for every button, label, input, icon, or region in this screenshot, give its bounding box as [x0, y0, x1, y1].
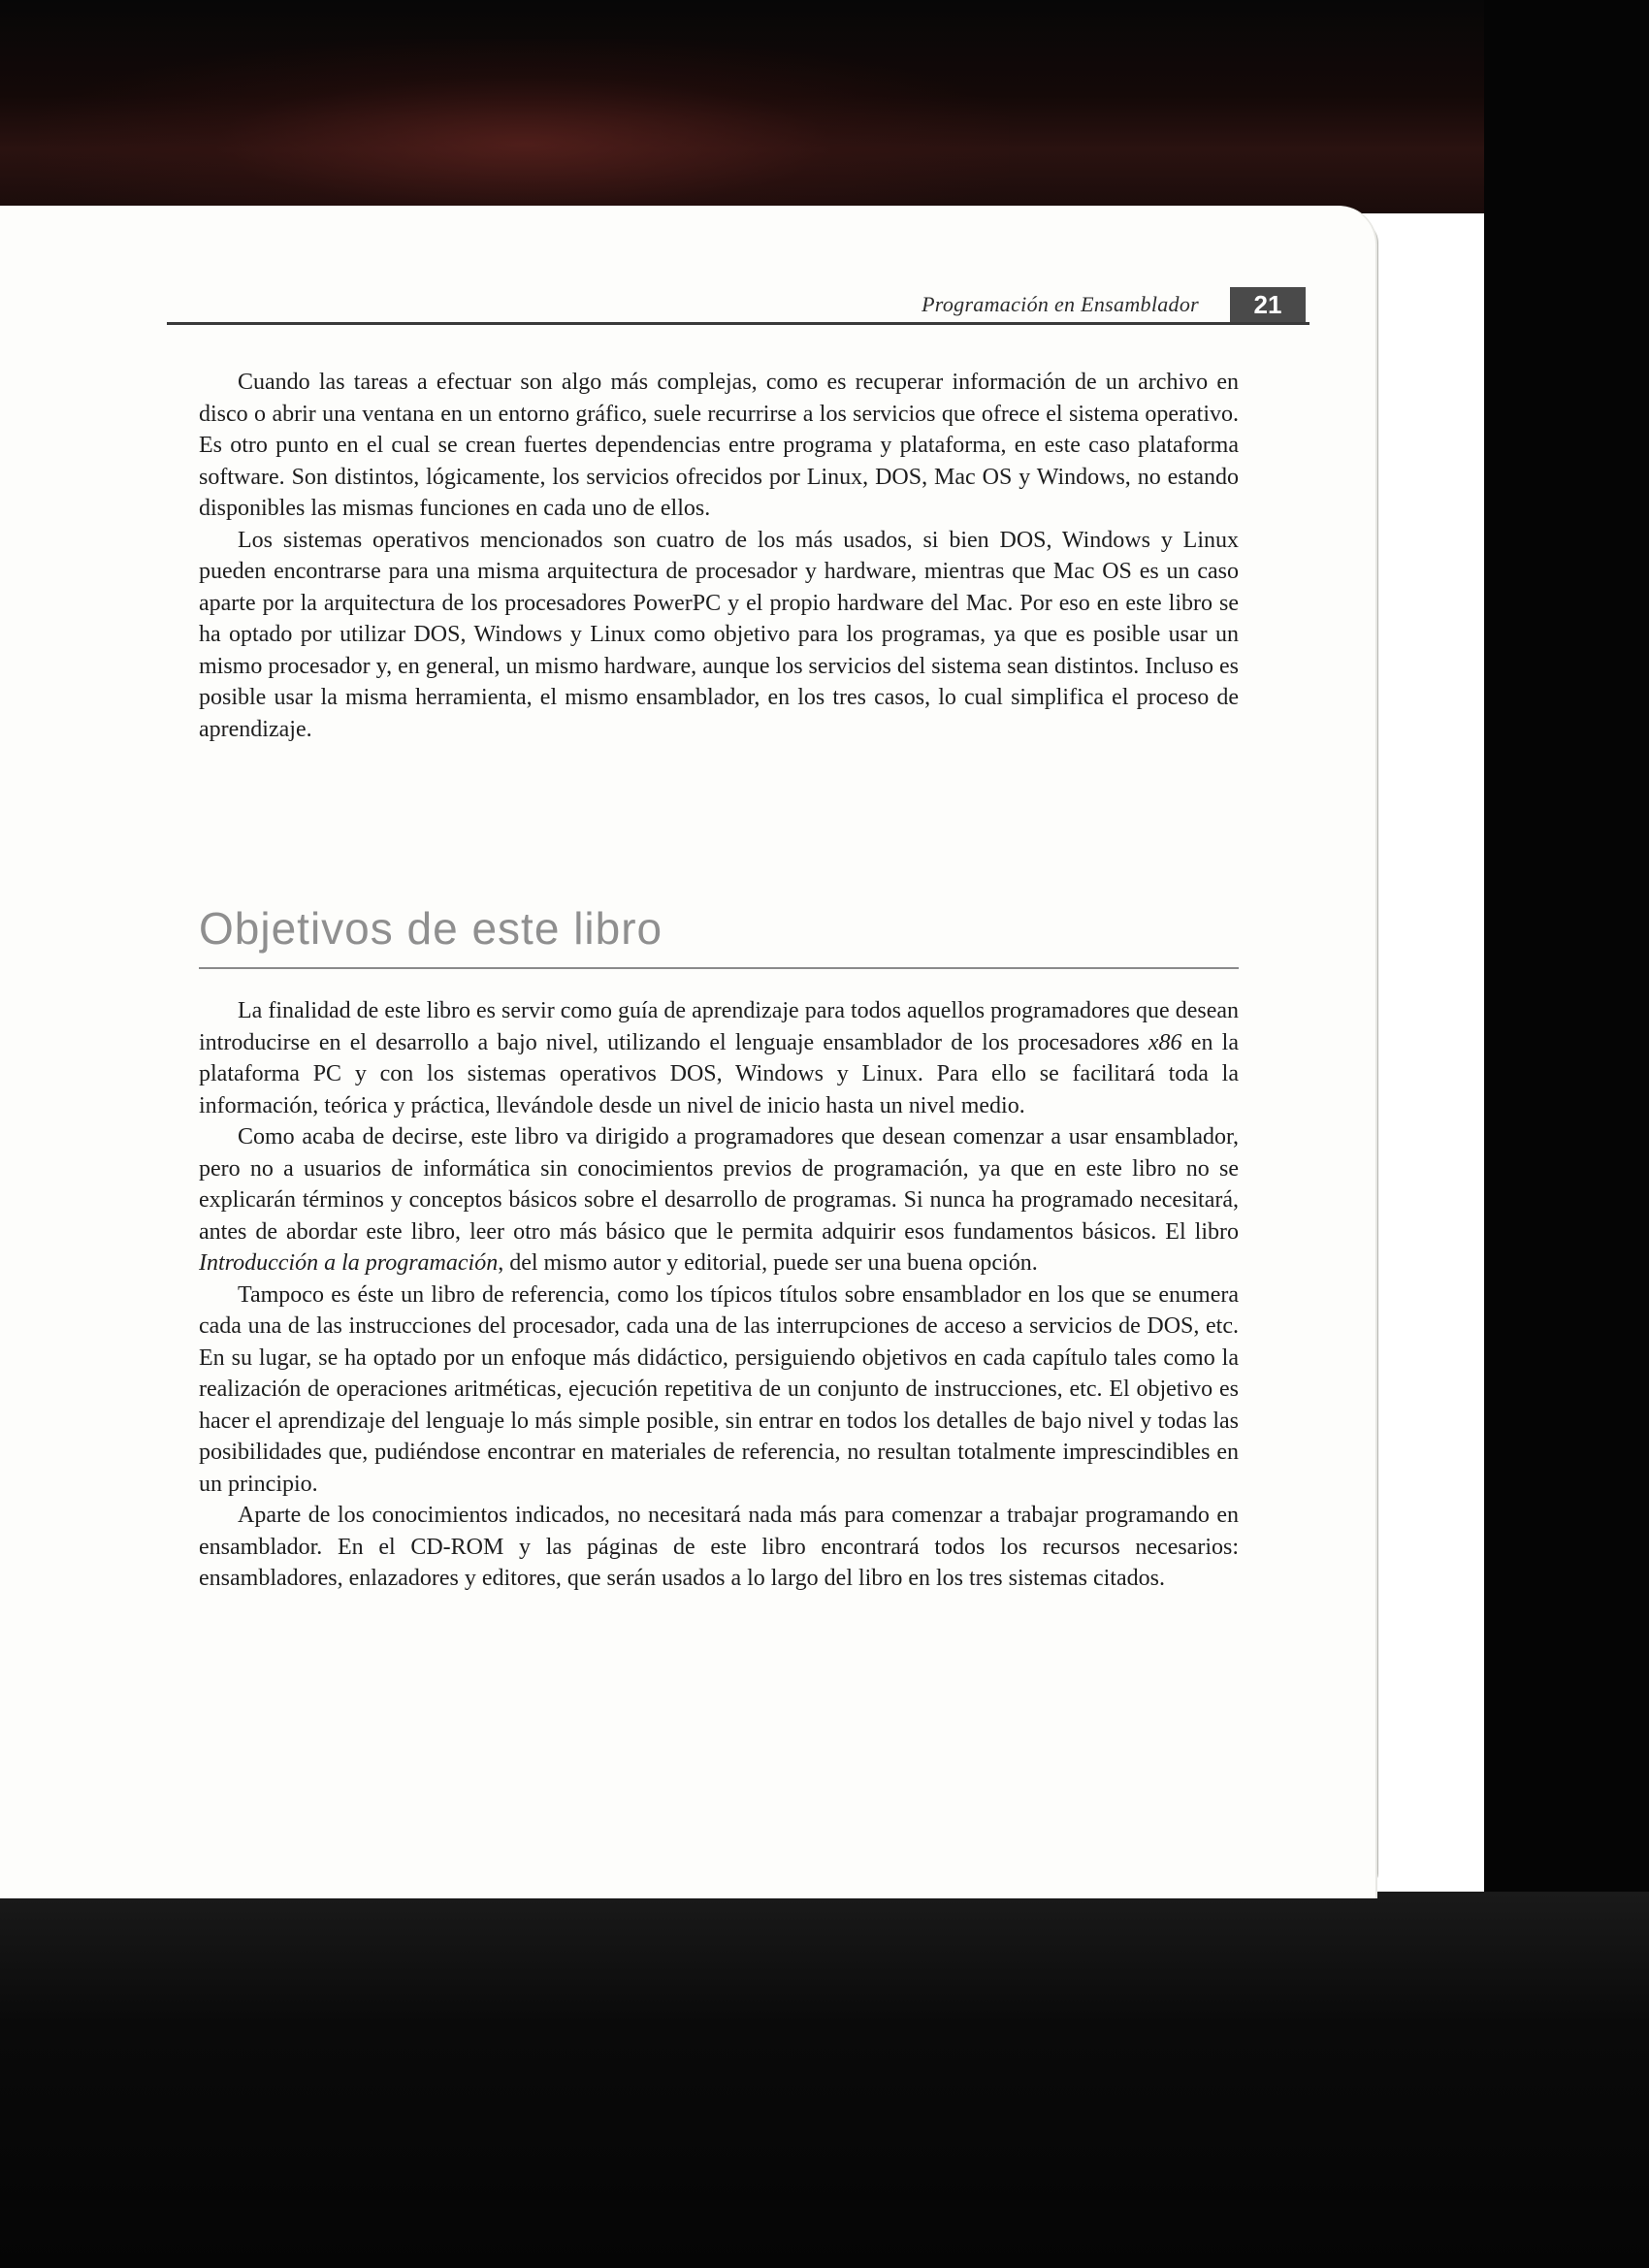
- section-paragraph-2-italic: Introducción a la programación: [199, 1250, 499, 1276]
- intro-paragraph-1: Cuando las tareas a efectuar son algo más complejas, como es recuperar información de un archivo en disco o abrir una ventana en un entorno gráfico, suele recurrirse a los servicios que ofrece el sistema operativo. Es otro punto en el cual se crean fuertes dependencias entre programa y plataforma, en este caso plataforma software. Son distintos, lógicamente, los servicios ofrecidos por Linux, DOS, Mac OS y Windows, no estando disponibles las mismas funciones en cada uno de ellos.: [199, 370, 1239, 521]
- page-header: [167, 287, 1310, 334]
- section-paragraph-2: [199, 1121, 1239, 1280]
- section-paragraph-3: Tampoco es éste un libro de referencia, como los típicos títulos sobre ensamblador en los que se enumera cada una de las instrucciones del procesador, cada una de las interrupciones de acceso a servicios de DOS, etc. En su lugar, se ha optado por un enfoque más didáctico, persiguiendo objetivos en cada capítulo tales como la realización de operaciones aritméticas, ejecución repetitiva de un conjunto de instrucciones, etc. El objetivo es hacer el aprendizaje del lenguaje lo más simple posible, sin entrar en todos los detalles de bajo nivel y todas las posibilidades que, pudiéndose encontrar en materiales de referencia, no resultan totalmente imprescindibles en un principio.: [199, 1281, 1239, 1497]
- section-paragraph-2-text-b: , del mismo autor y editorial, puede ser una buena opción.: [498, 1250, 1038, 1276]
- section-paragraph-2-text-a: Como acaba de decirse, este libro va dirigido a programadores que desean comenzar a usar ensamblador, pero no a usuarios de informática sin conocimientos previos de programación, ya que en este libro no se explicarán términos y conceptos básicos sobre el desarrollo de programas. Si nunca ha programado necesitará, antes de abordar este libro, leer otro más básico que le permita adquirir esos fundamentos básicos. El libro: [199, 1124, 1239, 1245]
- running-head: Programación en Ensamblador: [922, 292, 1199, 316]
- section-paragraph-1-text-a: La finalidad de este libro es servir como guía de aprendizaje para todos aquellos programadores que desean introducirse en el desarrollo a bajo nivel, utilizando el lenguaje ensamblador de los procesadores: [199, 998, 1239, 1055]
- intro-text: [199, 367, 1239, 745]
- section-paragraph-1-text-b: en la plataforma PC y con los sistemas operativos DOS, Windows y Linux. Para ello se facilitará toda la información, teórica y práctica, llevándole desde un nivel de inicio hasta un nivel medio.: [199, 1029, 1239, 1118]
- section-paragraph-4: Aparte de los conocimientos indicados, no necesitará nada más para comenzar a trabajar programando en ensamblador. En el CD-ROM y las páginas de este libro encontrará todos los recursos necesarios: ensambladores, enlazadores y editores, que serán usados a lo largo del libro en los tres sistemas citados.: [199, 1503, 1239, 1591]
- scan-background-glow: [39, 39, 1009, 213]
- section-paragraph-1-italic: x86: [1148, 1029, 1182, 1055]
- section-rule: [199, 967, 1239, 969]
- scan-background-bottom: [0, 1892, 1649, 2268]
- page-number: 21: [1230, 287, 1306, 322]
- section-paragraph-1: [199, 995, 1239, 1121]
- header-rule: [167, 322, 1310, 325]
- intro-paragraph-2: Los sistemas operativos mencionados son cuatro de los más usados, si bien DOS, Windows y Linux pueden encontrarse para una misma arquitectura de procesador y hardware, mientras que Mac OS es un caso aparte por la arquitectura de los procesadores PowerPC y el propio hardware del Mac. Por eso en este libro se ha optado por utilizar DOS, Windows y Linux como objetivo para los programas, ya que es posible usar un mismo procesador y, en general, un mismo hardware, aunque los servicios del sistema sean distintos. Incluso es posible usar la misma herramienta, el mismo ensamblador, en los tres casos, lo cual simplifica el proceso de aprendizaje.: [199, 527, 1239, 742]
- section-title: Objetivos de este libro: [199, 903, 663, 954]
- section-body: [199, 995, 1239, 1595]
